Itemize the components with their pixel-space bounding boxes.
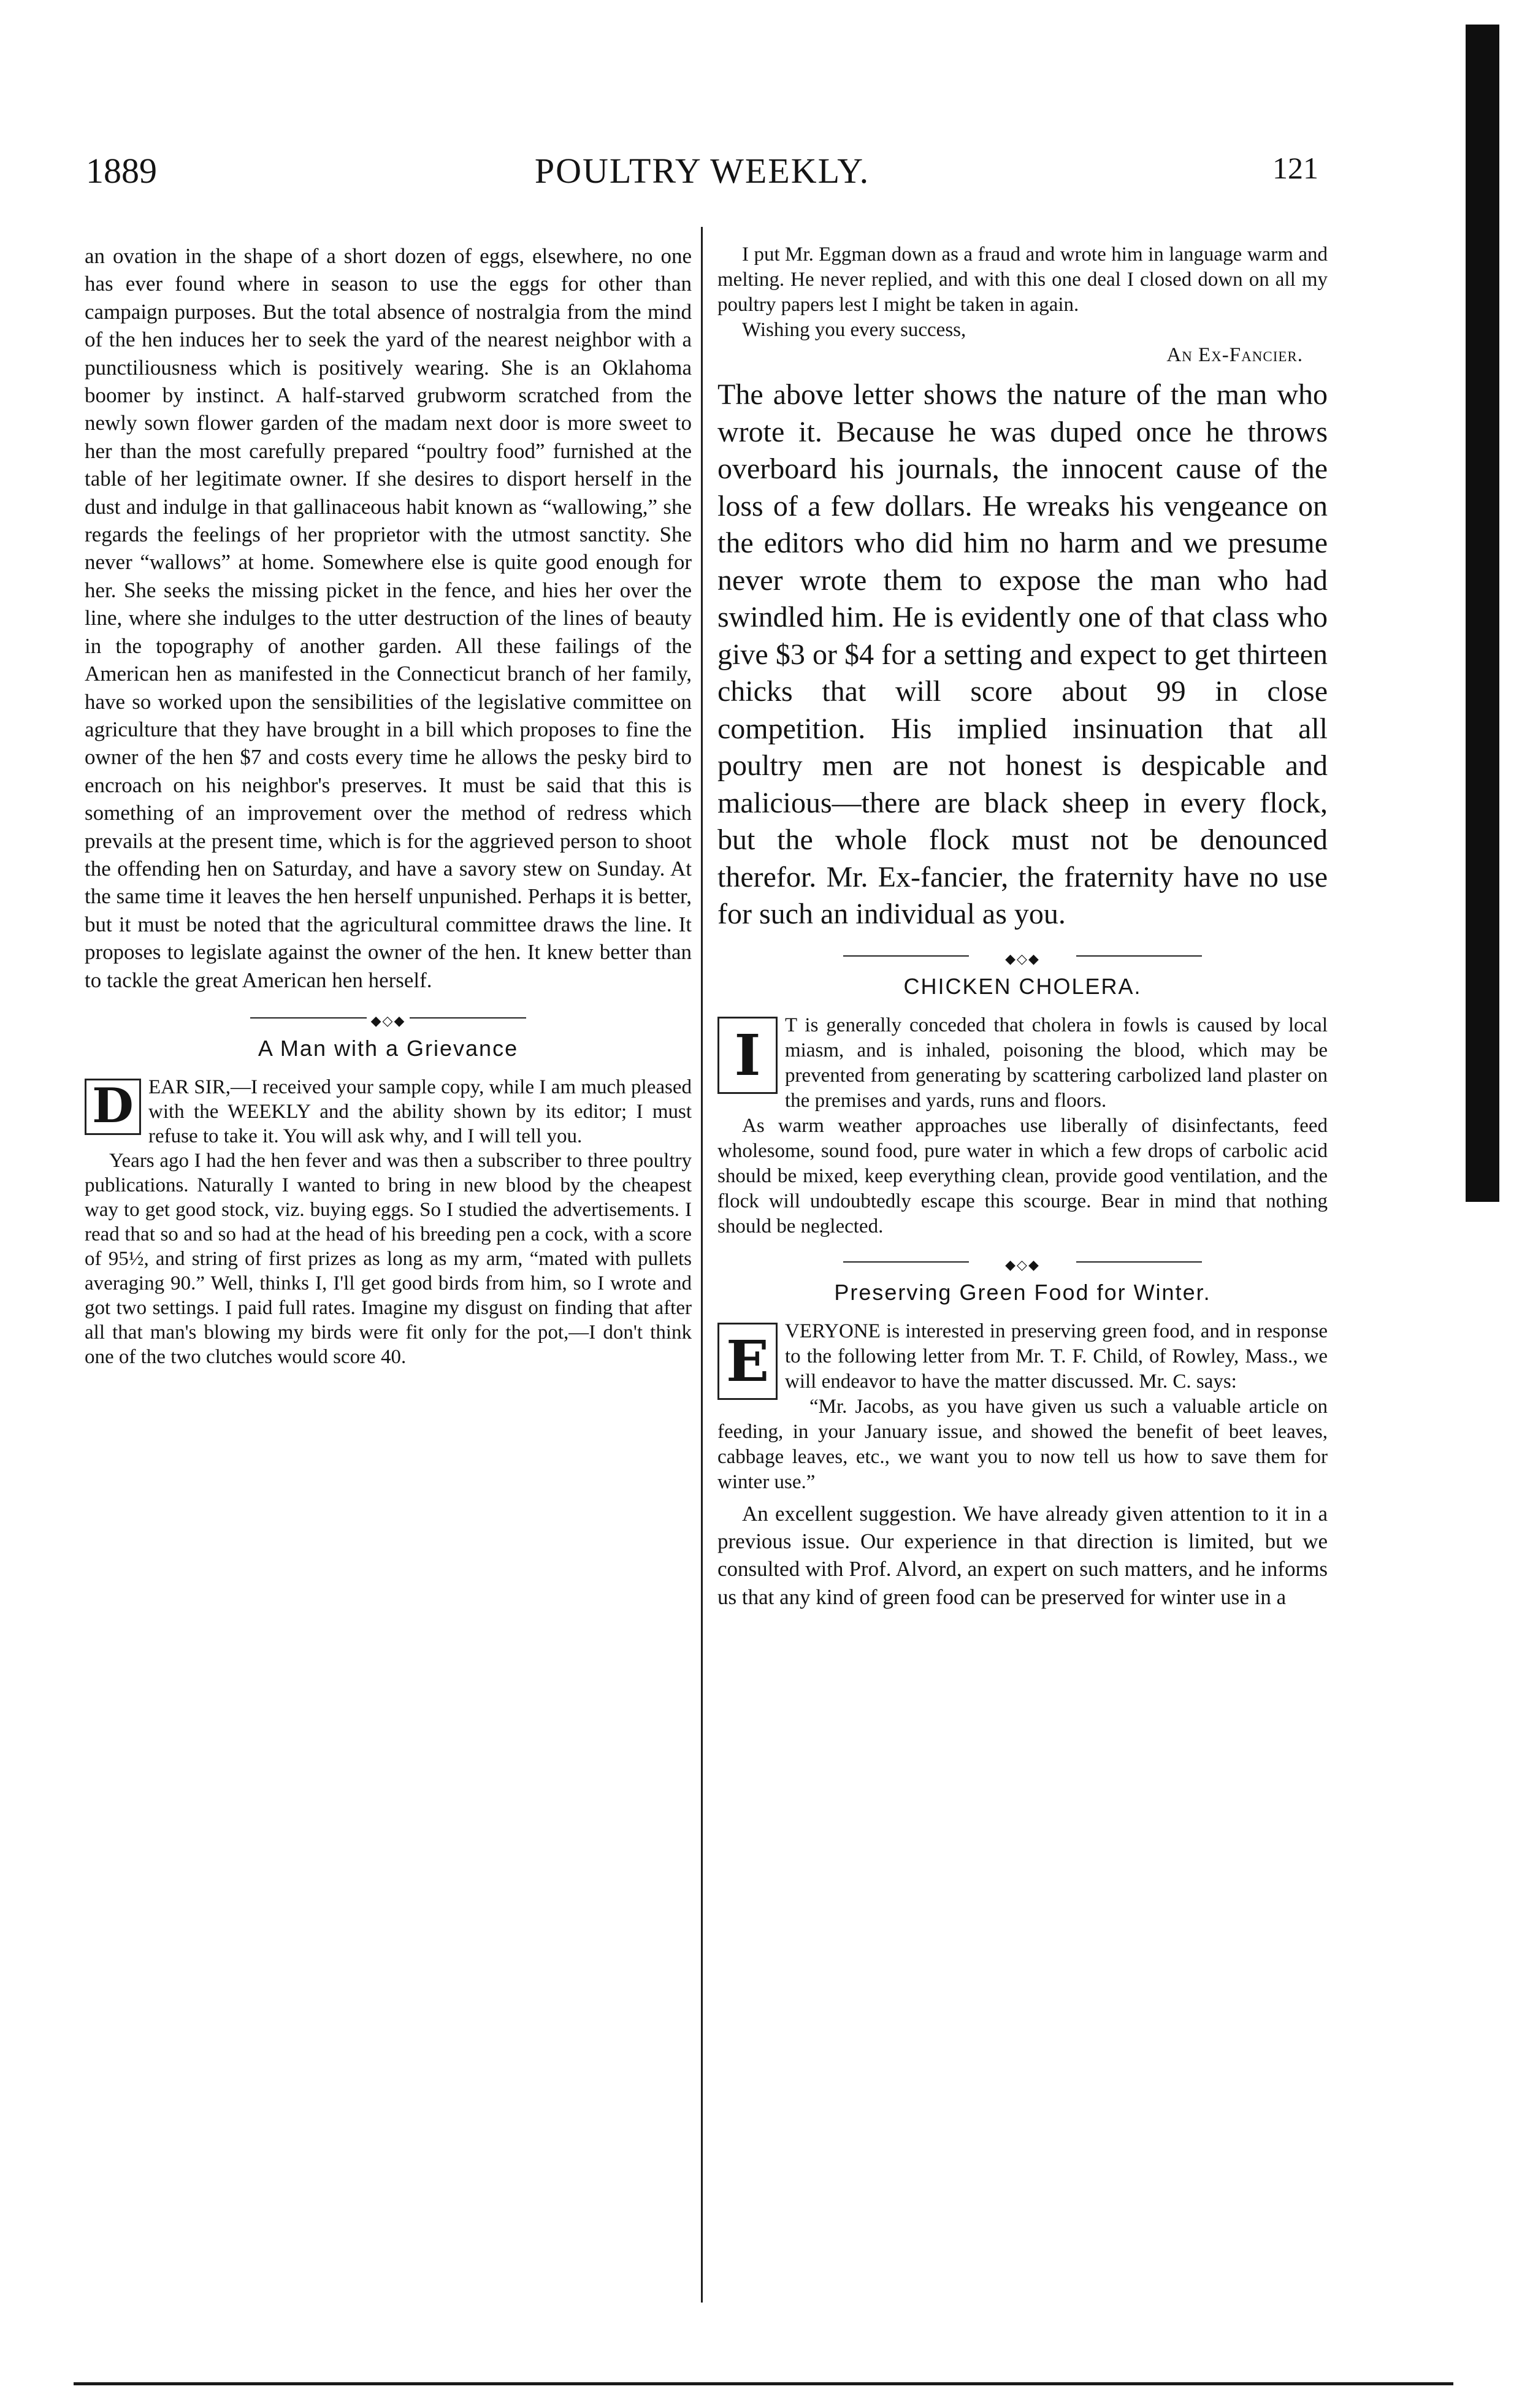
column-rule: [701, 227, 703, 2303]
green-food-paragraph-2: “Mr. Jacobs, as you have given us such a valuable article on feeding, in your January issue, and showed the benefit of beet leaves, cabbage leaves, etc., we want you to now tell us how to save them for winter use.”: [717, 1395, 1328, 1493]
header-page-number: 121: [1272, 151, 1318, 185]
cholera-paragraph-1: I T is generally conceded that cholera in fowls is caused by local miasm, and is inhaled, poisoning the blood, which may be prevented from generating by scattering carbolized land plaster on the premises and yards, runs and floors.: [717, 1013, 1328, 1114]
grievance-closing: Wishing you every success,: [742, 319, 966, 341]
grievance-paragraph-1: D EAR SIR,—I received your sample copy, while I am much pleased with the WEEKLY and the ability shown by its editor; I must refuse to take it. You will ask why, and I will tell you.: [85, 1075, 692, 1149]
section-ornament-2: ◆◇◆: [717, 949, 1328, 963]
left-column: [85, 242, 692, 1369]
grievance-paragraph-2: Years ago I had the hen fever and was then a subscriber to three poultry publications. Naturally I wanted to bring in new blood by the cheapest way to get good stock, viz. buying eggs. So I studied the advertisements. I read that so and so had at the head of his breeding pen a cock, with a score of 95½, and string of first prizes as long as my arm, “mated with pullets averaging 90.” Well, thinks I, I'll get good birds from him, so I wrote and got two settings. I paid full rates. Imagine my disgust on finding that after all that man's blowing my birds were fit only for the pot,—I don't think one of the two clutches would score 40.: [85, 1149, 692, 1368]
right-column: [717, 242, 1328, 1611]
header-year: 1889: [86, 151, 157, 191]
grievance-signature: An Ex-Fancier.: [1166, 344, 1303, 366]
green-food-heading: Preserving Green Food for Winter.: [834, 1279, 1211, 1305]
running-head: [86, 150, 1318, 199]
editorial-response: The above letter shows the nature of the man who wrote it. Because he was duped once he throws overboard his journals, the innocent cause of the loss of a few dollars. He wreaks his vengeance on the editors who did him no harm and we presume never wrote them to expose the man who had swindled him. He is evidently one of that class who give $3 or $4 for a setting and expect to get thirteen chicks that will score about 99 in close competition. His implied insinuation that all poultry men are not honest is despicable and malicious—there are black sheep in every flock, but the whole flock must not be denounced therefor. Mr. Ex-fancier, the fraternity have no use for such an individual as you.: [717, 378, 1328, 930]
article-continued-text: an ovation in the shape of a short dozen of eggs, elsewhere, no one has ever found where in season to use the eggs for other than campaign purposes. But the total absence of nostralgia from the mind of the hen induces her to seek the yard of the nearest neighbor with a punctiliousness which is positively wearing. She is an Oklahoma boomer by instinct. A half-starved grubworm scratched from the newly sown flower garden of the madam next door is more sweet to her than the most carefully prepared “poultry food” furnished at the table of her legitimate owner. If she desires to disport herself in the dust and indulge in that gallinaceous habit known as “wallowing,” she regards the feelings of her proprietor with the utmost sanctity. She never “wallows” at home. Somewhere else is quite good enough for her. She seeks the missing picket in the fence, and hies her over the line, where she indulges to the utter destruction of the lines of beauty in the topography of another garden. All these failings of the American hen as manifested in the Connecticut branch of her family, have so worked upon the sensibilities of the legislative committee on agriculture that they have brought in a bill which proposes to fine the owner of the hen $7 and costs every time he allows the pesky bird to encroach on his neighbor's preserves. It must be said that this is something of an improvement over the method of redress which prevails at the present time, which is for the aggrieved person to shoot the offending hen on Saturday, and have a savory stew on Sunday. At the same time it leaves the hen herself unpunished. Perhaps it is better, but it must be noted that the agricultural committee draws the line. It proposes to legislate against the owner of the hen. It knew better than to tackle the great American hen herself.: [85, 244, 692, 992]
scan-edge-bar: [1466, 25, 1499, 1202]
cholera-heading: CHICKEN CHOLERA.: [903, 973, 1142, 999]
header-title: POULTRY WEEKLY.: [534, 151, 870, 191]
section-ornament-3: ◆◇◆: [717, 1255, 1328, 1269]
section-ornament: ◆◇◆: [85, 1011, 692, 1025]
drop-cap-i: I: [717, 1017, 778, 1094]
grievance-heading: A Man with a Grievance: [258, 1035, 519, 1061]
green-food-paragraph-3: An excellent suggestion. We have already given attention to it in a previous issue. Our experience in that direction is limited, but we consulted with Prof. Alvord, an expert on such matters, and he informs us that any kind of green food can be preserved for winter use in a: [717, 1501, 1328, 1609]
drop-cap-e: E: [717, 1323, 778, 1400]
cholera-paragraph-2: As warm weather approaches use liberally of disinfectants, feed wholesome, sound food, pure water in which a few drops of carbolic acid should be mixed, keep everything clean, provide good ventilation, and the flock will undoubtedly escape this scourge. Bear in mind that nothing should be neglected.: [717, 1114, 1328, 1237]
grievance-paragraph-3: I put Mr. Eggman down as a fraud and wrote him in language warm and melting. He never replied, and with this one deal I closed down on all my poultry papers lest I might be taken in again.: [717, 243, 1328, 316]
footer-rule: [74, 2382, 1453, 2385]
green-food-paragraph-1: E VERYONE is interested in preserving green food, and in response to the following letter from Mr. T. F. Child, of Rowley, Mass., we will endeavor to have the matter discussed. Mr. C. says:: [717, 1319, 1328, 1394]
drop-cap-d: D: [85, 1079, 141, 1135]
